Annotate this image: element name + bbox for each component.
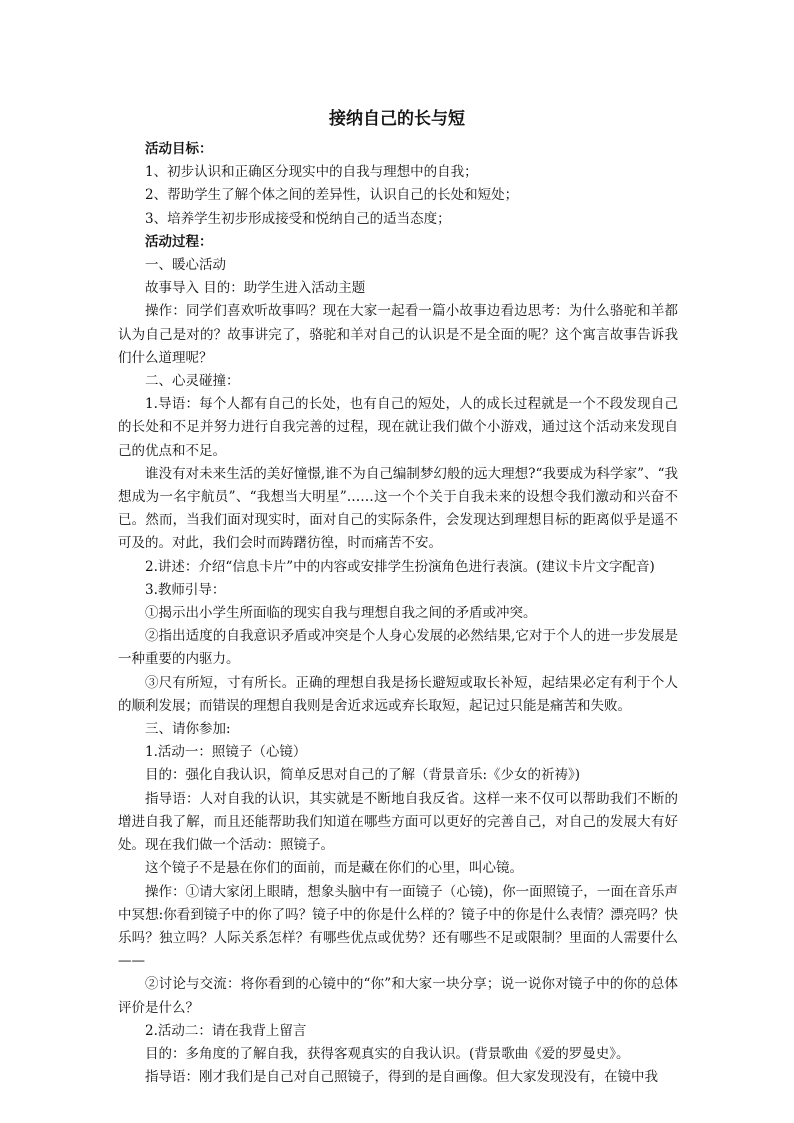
paragraph: 谁没有对未来生活的美好憧憬,谁不为自己编制梦幻般的远大理想?“我要成为科学家”、“我想成为一名宇航员”、“我想当大明星”……这一个个关于自我未来的设想令我们激动和兴奋不已。然而，当我们面对现实时，面对自己的实际条件，会发现达到理想目标的距离似乎是遥不可及的。对此，我们会时而踌躇彷徨，时而痛苦不安。 [118, 465, 678, 552]
paragraph: ②讨论与交流：将你看到的心镜中的“你”和大家一块分享；说一说你对镜子中的你的总体评价是什么？ [118, 976, 678, 1016]
paragraph: 1.活动一：照镜子（心镜） [145, 744, 307, 761]
paragraph: 一、暖心活动 [145, 257, 226, 274]
paragraph: 1、初步认识和正确区分现实中的自我与理想中的自我； [145, 164, 478, 181]
page-title: 接纳自己的长与短 [329, 109, 465, 129]
paragraph: 三、请你参加: [145, 721, 231, 738]
paragraph: 目的：多角度的了解自我，获得客观真实的自我认识。(背景歌曲《爱的罗曼史》。 [145, 1045, 630, 1062]
paragraph: 3、培养学生初步形成接受和悦纳自己的适当态度； [145, 210, 451, 227]
paragraph: 3.教师引导： [145, 581, 226, 598]
paragraph: 操作：①请大家闭上眼睛，想象头脑中有一面镜子（心镜)，你一面照镜子，一面在音乐声中冥想:你看到镜子中的你了吗？镜子中的你是什么样的？镜子中的你是什么表情？漂亮吗？快乐吗？独立吗？人际关系怎样？有哪些优点或优势？还有哪些不足或限制？里面的人需要什么—— [118, 883, 678, 970]
paragraph: 2.活动二：请在我背上留言 [145, 1022, 307, 1039]
paragraph: 操作：同学们喜欢听故事吗？现在大家一起看一篇小故事边看边思考：为什么骆驼和羊都认为自己是对的？故事讲完了，骆驼和羊对自己的认识是不是全面的呢？这个寓言故事告诉我们什么道理呢？ [118, 303, 678, 366]
paragraph: 2.讲述：介绍“信息卡片”中的内容或安排学生扮演角色进行表演。(建议卡片文字配音) [145, 558, 655, 575]
paragraph: ②指出适度的自我意识矛盾或冲突是个人身心发展的必然结果,它对于个人的进一步发展是一种重要的内驱力。 [118, 628, 678, 668]
paragraph: 2、帮助学生了解个体之间的差异性，认识自己的长处和短处； [145, 187, 519, 204]
paragraph: 1.导语：每个人都有自己的长处，也有自己的短处，人的成长过程就是一个不段发现自己的长处和不足并努力进行自我完善的过程，现在就让我们做个小游戏，通过这个活动来发现自己的优点和不足。 [118, 396, 678, 459]
paragraph: 指导语：人对自我的认识，其实就是不断地自我反省。这样一来不仅可以帮助我们不断的增进自我了解，而且还能帮助我们知道在哪些方面可以更好的完善自己，对自己的发展大有好处。现在我们做一个活动：照镜子。 [118, 790, 678, 854]
paragraph: 目的：强化自我认识，简单反思对自己的了解（背景音乐:《少女的祈祷》) [145, 767, 581, 784]
paragraph: ③尺有所短，寸有所长。正确的理想自我是扬长避短或取长补短，起结果必定有利于个人的顺利发展；而错误的理想自我则是舍近求远或弃长取短，起记过只能是痛苦和失败。 [118, 674, 678, 714]
paragraph: 二、心灵碰撞： [145, 373, 240, 390]
section-heading: 活动目标： [145, 141, 213, 157]
paragraph: 指导语：刚才我们是自己对自己照镜子，得到的是自画像。但大家发现没有，在镜中我 [145, 1069, 658, 1086]
section-heading: 活动过程： [145, 233, 213, 250]
document-body [118, 138, 678, 1089]
paragraph: ①揭示出小学生所面临的现实自我与理想自我之间的矛盾或冲突。 [145, 605, 537, 622]
paragraph: 这个镜子不是悬在你们的面前，而是藏在你们的心里，叫心镜。 [145, 860, 523, 877]
paragraph: 故事导入 目的：助学生进入活动主题 [145, 280, 366, 297]
